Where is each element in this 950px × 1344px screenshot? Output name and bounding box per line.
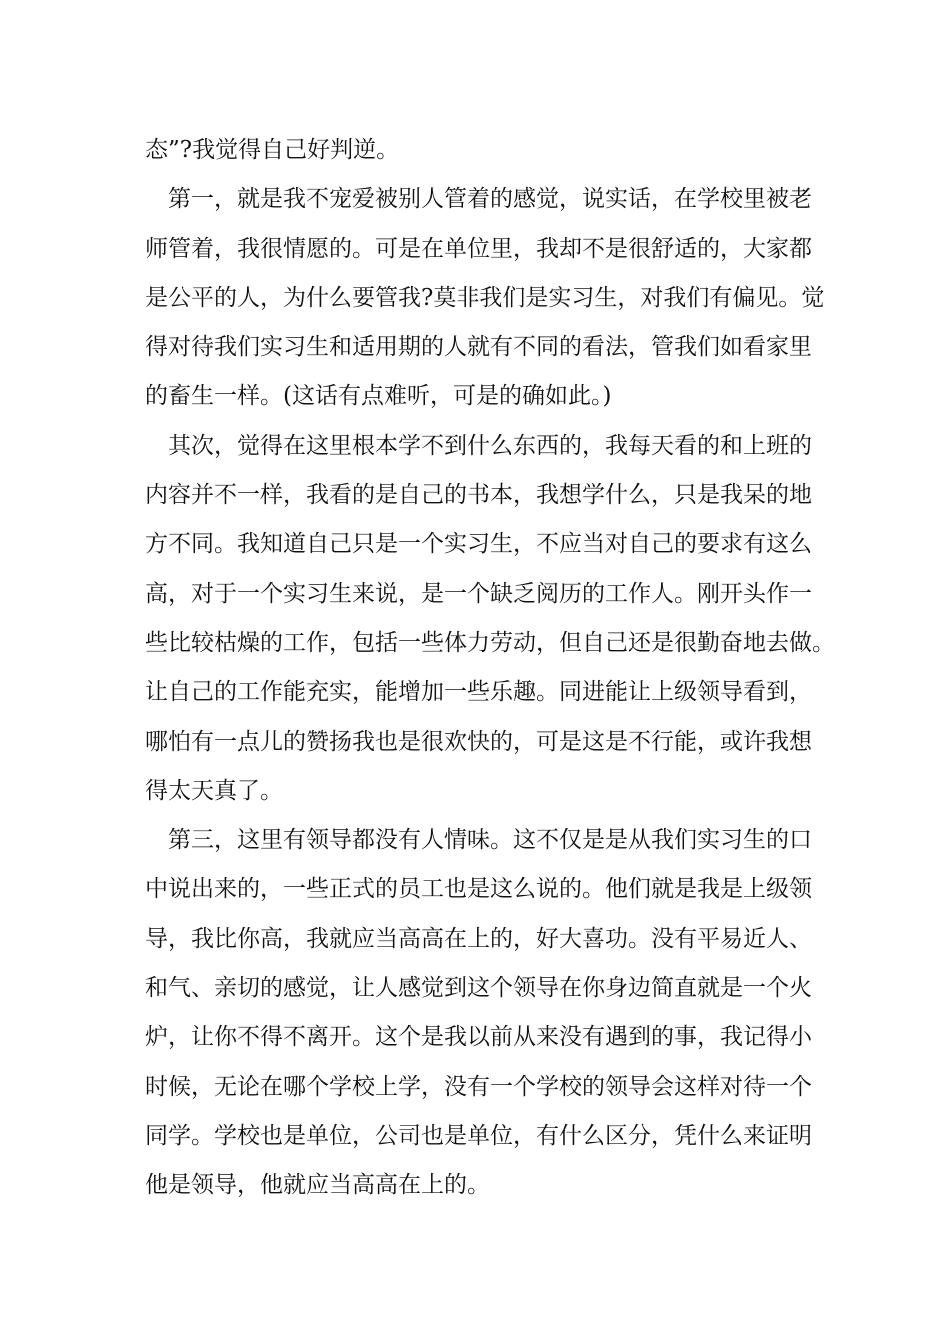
paragraph-first-line: 第一，就是我不宠爱被别人管着的感觉，说实话，在学校里被老 bbox=[168, 186, 812, 213]
text-line: 内容并不一样，我看的是自己的书本，我想学什么，只是我呆的地 bbox=[145, 482, 812, 509]
text-line: 师管着，我很情愿的。可是在单位里，我却不是很舒适的，大家都 bbox=[145, 235, 812, 262]
body-text bbox=[145, 126, 835, 1211]
text-line: 炉，让你不得不离开。这个是我以前从来没有遇到的事，我记得小 bbox=[145, 1024, 812, 1051]
text-line: 得对待我们实习生和适用期的人就有不同的看法，管我们如看家里 bbox=[145, 334, 812, 361]
text-line: 高，对于一个实习生来说，是一个缺乏阅历的工作人。刚开头作一 bbox=[145, 580, 812, 607]
text-line: 他是领导，他就应当高高在上的。 bbox=[145, 1172, 490, 1199]
text-line: 时候，无论在哪个学校上学，没有一个学校的领导会这样对待一个 bbox=[145, 1073, 812, 1100]
text-line: 些比较枯燥的工作，包括一些体力劳动，但自己还是很勤奋地去做。 bbox=[145, 629, 835, 656]
text-line: 让自己的工作能充实，能增加一些乐趣。同进能让上级领导看到， bbox=[145, 679, 812, 706]
text-line: 和气、亲切的感觉，让人感觉到这个领导在你身边简直就是一个火 bbox=[145, 975, 812, 1002]
text-line: 是公平的人，为什么要管我?莫非我们是实习生，对我们有偏见。觉 bbox=[145, 284, 825, 311]
text-line: 哪怕有一点儿的赞扬我也是很欢快的，可是这是不行能，或许我想 bbox=[145, 728, 812, 755]
text-line: 得太天真了。 bbox=[145, 777, 283, 804]
text-line: 方不同。我知道自己只是一个实习生，不应当对自己的要求有这么 bbox=[145, 531, 812, 558]
paragraph-first-line: 其次，觉得在这里根本学不到什么东西的，我每天看的和上班的 bbox=[168, 432, 812, 459]
text-line: 态”?我觉得自己好判逆。 bbox=[145, 137, 400, 163]
text-line: 的畜生一样。(这话有点难听，可是的确如此。) bbox=[145, 383, 612, 410]
text-line: 导，我比你高，我就应当高高在上的，好大喜功。没有平易近人、 bbox=[145, 925, 812, 952]
paragraph-first-line: 第三，这里有领导都没有人情味。这不仅是是从我们实习生的口 bbox=[168, 827, 812, 854]
text-line: 同学。学校也是单位，公司也是单位，有什么区分，凭什么来证明 bbox=[145, 1122, 812, 1149]
text-line: 中说出来的，一些正式的员工也是这么说的。他们就是我是上级领 bbox=[145, 876, 812, 903]
